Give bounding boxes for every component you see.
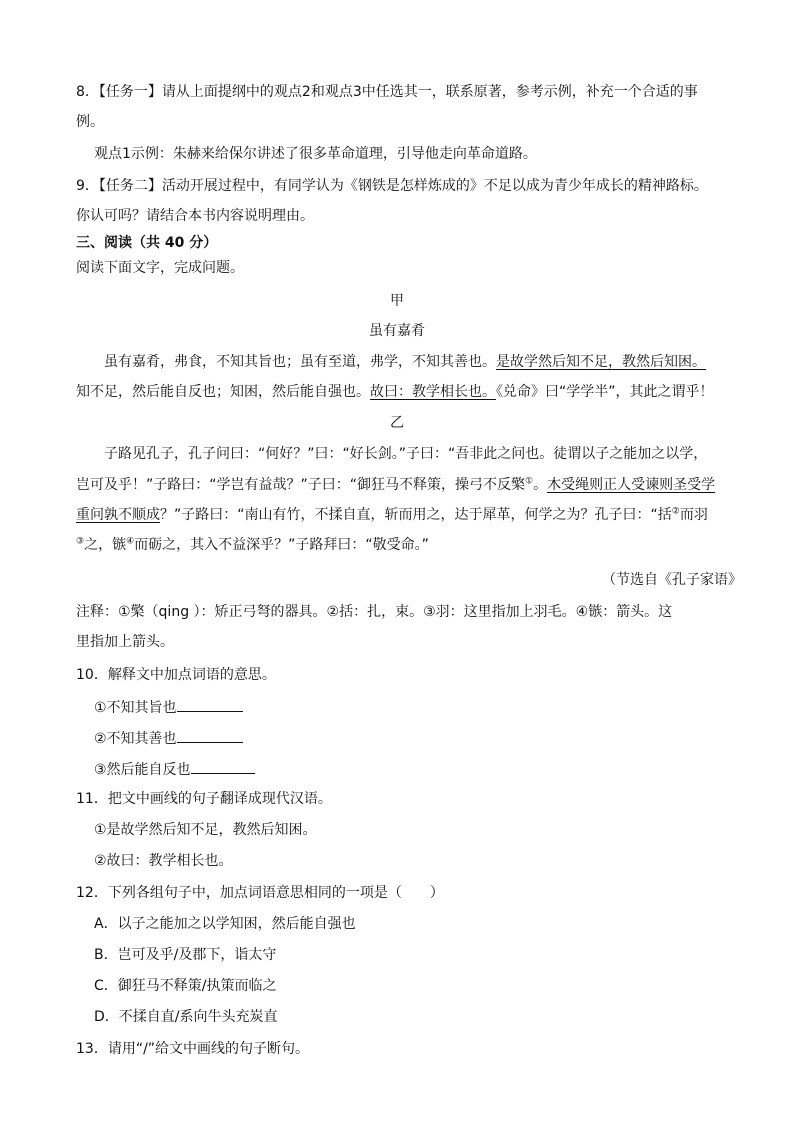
passage-jia-label: 甲 — [390, 293, 404, 309]
q8-example: 观点1示例：朱赫来给保尔讲述了很多革命道理，引导他走向革命道路。 — [94, 146, 537, 162]
passage-yi-line2 — [76, 476, 715, 494]
q10-item-1: ①不知其旨也 — [94, 697, 243, 717]
underlined-sentence-2: 故曰：教学相长也。 — [370, 384, 496, 400]
q8-line2: 例。 — [76, 114, 104, 130]
section-heading: 三、阅读（共 40 分） — [76, 235, 218, 251]
passage-jia-text: 知不足，然后能自反也；知困，然后能自强也。 — [76, 384, 370, 400]
passage-yi-label: 乙 — [390, 415, 404, 431]
q9-line1: 9．【任务二】活动开展过程中，有同学认为《钢铁是怎样炼成的》不足以成为青少年成长的精神路标。 — [76, 178, 708, 194]
section-instruction: 阅读下面文字，完成问题。 — [76, 260, 244, 276]
passage-jia-text: 虽有嘉肴，弗食，不知其旨也；虽有至道，弗学，不知其善也。 — [104, 354, 496, 370]
underlined-sentence-3: 木受绳则正人受谏则圣受学 — [547, 477, 716, 493]
answer-blank[interactable] — [191, 759, 255, 774]
q8-line1: 8．【任务一】请从上面提纲中的观点2和观点3中任选其一，联系原著，参考示例，补充一个合适的事 — [76, 84, 698, 100]
q10-item-2: ②不知其善也 — [94, 728, 243, 748]
passage-yi-line1: 子路见孔子，孔子问曰：“何好？”曰：“好长剑。”子曰：“吾非此之问也。徒谓以子之能加之以学， — [104, 446, 708, 462]
footnote-marker: ③ — [76, 536, 85, 547]
passage-yi-text: 岂可及乎！”子路曰：“学岂有益哉？”子曰：“御狂马不释策，操弓不反檠 — [76, 477, 526, 493]
notes-line2: 里指加上箭头。 — [76, 634, 174, 650]
answer-blank[interactable] — [177, 728, 243, 743]
footnote-marker: ④ — [126, 536, 135, 547]
passage-jia-text: 《兑命》曰“学学半”，其此之谓乎！ — [496, 384, 714, 400]
q10-stem: 10．解释文中加点词语的意思。 — [76, 667, 276, 683]
passage-yi-line3 — [76, 506, 708, 524]
passage-jia-line2 — [76, 383, 714, 401]
q12-option-b[interactable]: B．岂可及乎/及郡下，诣太守 — [94, 947, 277, 963]
q10-item-3: ③然后能自反也 — [94, 759, 255, 779]
q11-item-2: ②故曰：教学相长也。 — [94, 853, 233, 869]
passage-jia-line1 — [104, 353, 706, 371]
passage-jia-title: 虽有嘉肴 — [369, 323, 425, 339]
passage-yi-text: 之，镞 — [84, 537, 127, 553]
footnote-marker: ① — [525, 476, 534, 487]
passage-yi-text: 而羽 — [679, 507, 708, 523]
q12-stem: 12．下列各组句子中，加点词语意思相同的一项是（ ） — [76, 885, 444, 901]
underlined-sentence-3-cont: 重问孰不顺成 — [76, 507, 160, 523]
passage-yi-text: ？”子路曰：“南山有竹，不揉自直，斩而用之，达于犀革，何学之为？孔子曰：“括 — [160, 507, 672, 523]
notes-line1: 注释：①檠（qing ）：矫正弓弩的器具。②括：扎，束。③羽：这里指加上羽毛。④镞：箭头。这 — [76, 604, 673, 620]
q9-line2: 你认可吗？请结合本书内容说明理由。 — [76, 208, 314, 224]
passage-yi-text: 。 — [533, 477, 548, 493]
answer-blank[interactable] — [177, 697, 243, 712]
q12-option-d[interactable]: D．不揉自直/系向牛头充炭直 — [94, 1009, 278, 1025]
q12-option-c[interactable]: C．御狂马不释策/执策而临之 — [94, 978, 277, 994]
passage-source: （节选自《孔子家语》 — [602, 572, 742, 588]
footnote-marker: ② — [671, 506, 680, 517]
q11-stem: 11．把文中画线的句子翻译成现代汉语。 — [76, 791, 332, 807]
q11-item-1: ①是故学然后知不足，教然后知困。 — [94, 822, 317, 838]
q13-stem: 13．请用“/”给文中画线的句子断句。 — [76, 1041, 310, 1057]
underlined-sentence-1: 是故学然后知不足，教然后知困。 — [496, 354, 706, 370]
q12-option-a[interactable]: A．以子之能加之以学知困，然后能自强也 — [94, 916, 356, 932]
passage-yi-line4 — [76, 536, 429, 554]
passage-yi-text: 而砺之，其入不益深乎？”子路拜曰：“敬受命。” — [134, 537, 429, 553]
